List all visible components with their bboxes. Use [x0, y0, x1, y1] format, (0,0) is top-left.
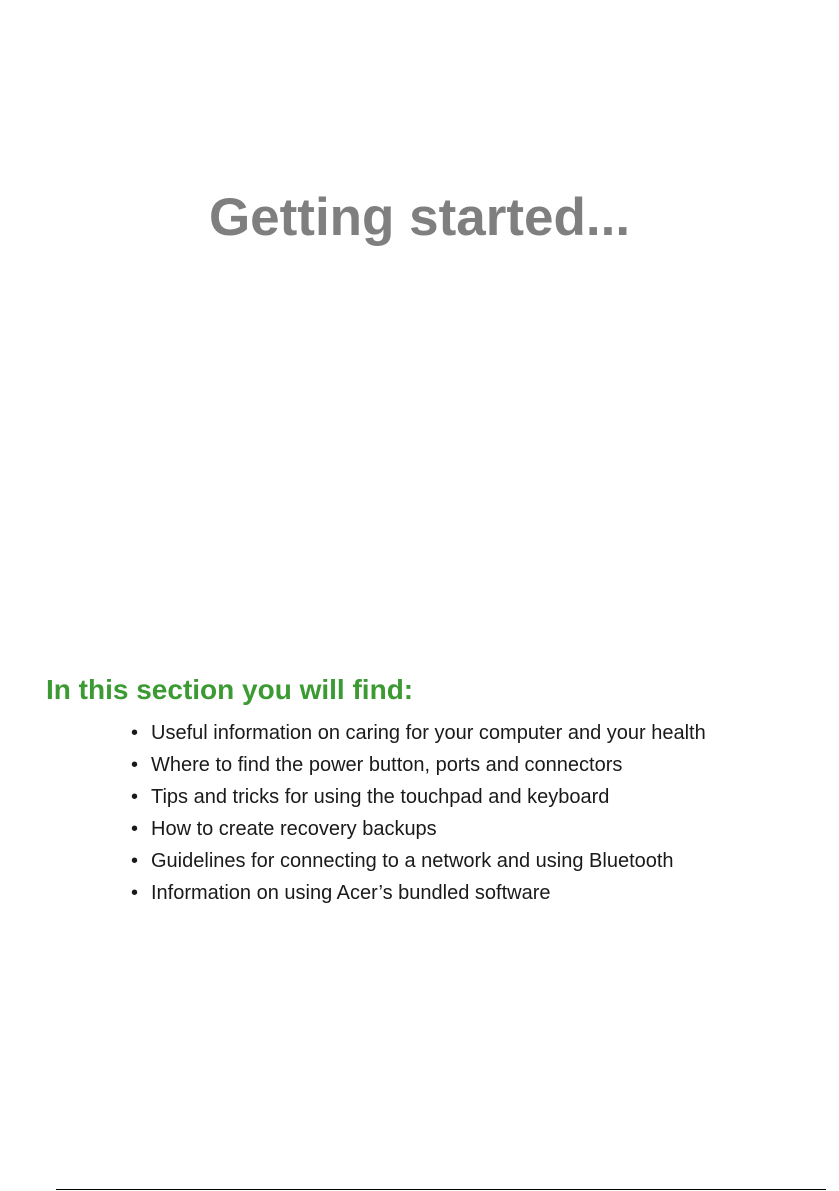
- list-item-text: Guidelines for connecting to a network and using Bluetooth: [151, 850, 674, 872]
- list-item: [128, 845, 706, 877]
- list-item-text: How to create recovery backups: [151, 818, 437, 840]
- section-heading: In this section you will find:: [46, 674, 414, 705]
- bullet-icon: •: [131, 786, 139, 808]
- list-item: [128, 717, 706, 749]
- footer-divider: [56, 1189, 826, 1190]
- page-title: Getting started...: [208, 188, 631, 247]
- list-item: [128, 877, 706, 909]
- list-item-text: Tips and tricks for using the touchpad and keyboard: [151, 786, 610, 808]
- list-item-text: Useful information on caring for your computer and your health: [151, 722, 706, 744]
- list-item-text: Where to find the power button, ports and connectors: [151, 754, 623, 776]
- bullet-icon: •: [131, 722, 139, 744]
- list-item: [128, 781, 706, 813]
- list-item-text: Information on using Acer’s bundled software: [151, 882, 551, 904]
- topic-list: [128, 717, 706, 909]
- bullet-icon: •: [131, 818, 139, 840]
- list-item: [128, 749, 706, 781]
- bullet-icon: •: [131, 754, 139, 776]
- bullet-icon: •: [131, 882, 139, 904]
- bullet-icon: •: [131, 850, 139, 872]
- list-item: [128, 813, 706, 845]
